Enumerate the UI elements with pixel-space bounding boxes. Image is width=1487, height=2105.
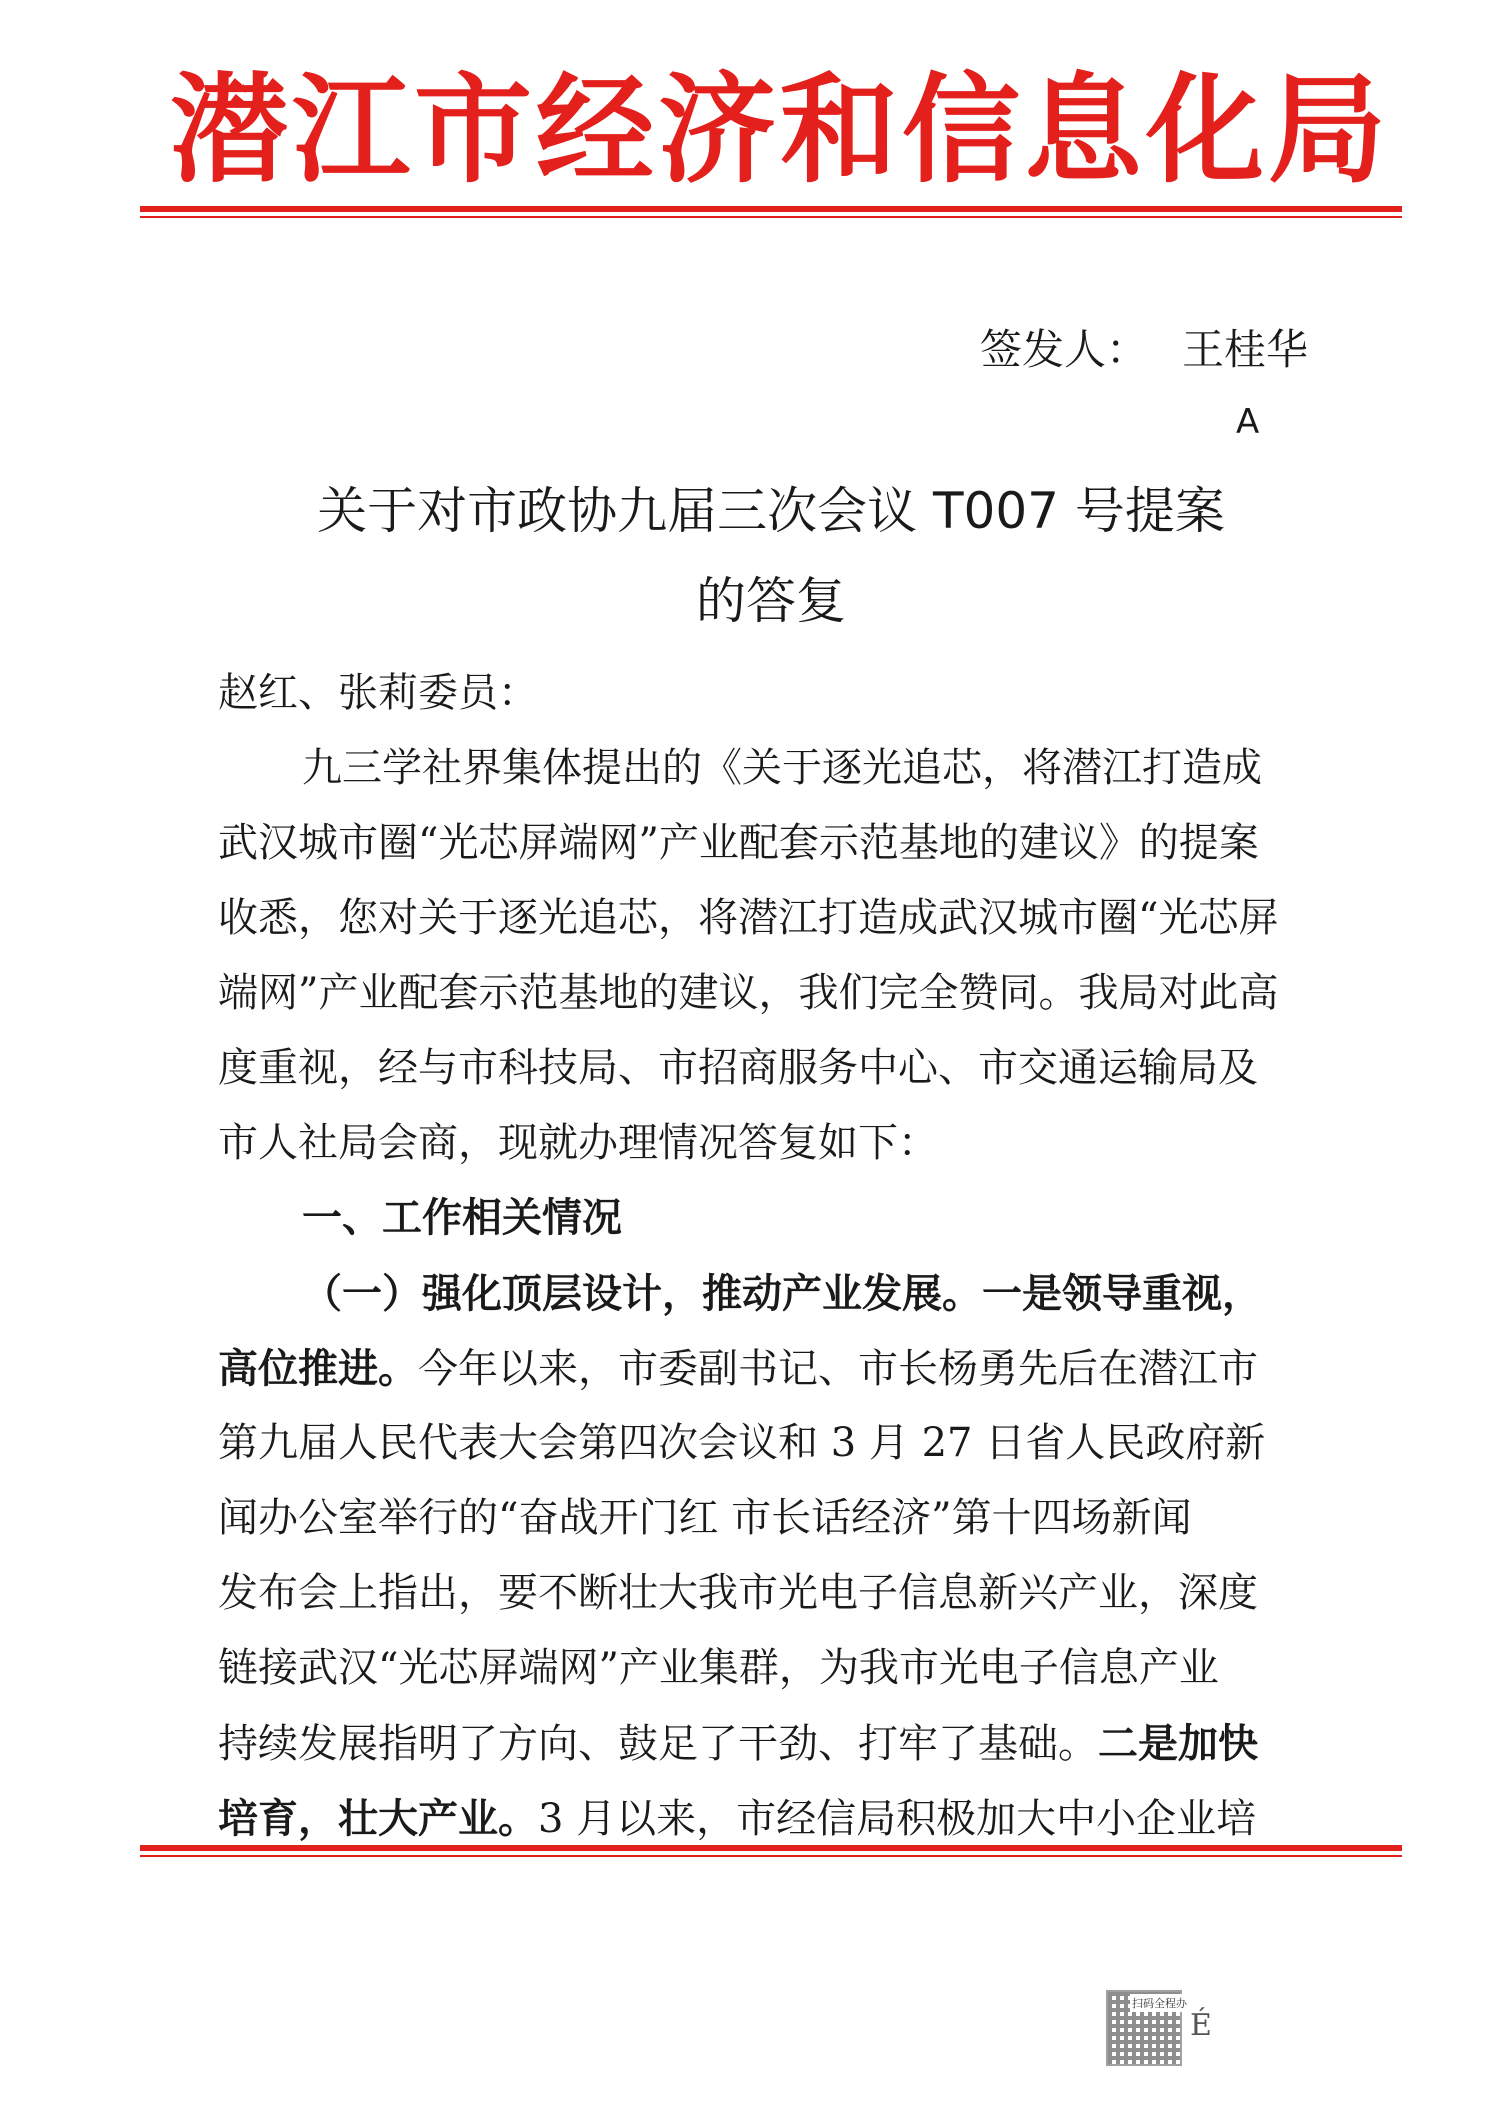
body-line bbox=[218, 1331, 1318, 1406]
salutation: 赵红、张莉委员： bbox=[218, 670, 538, 716]
body-line: 闻办公室举行的“奋战开门红 市长话经济”第十四场新闻 bbox=[218, 1495, 1192, 1541]
point-2-text: 3 月以来，市经信局积极加大中小企业培 bbox=[538, 1796, 1257, 1842]
masthead-title: 潜江市经济和信息化局 bbox=[170, 61, 1391, 199]
body-line: 第九届人民代表大会第四次会议和 3 月 27 日省人民政府新 bbox=[218, 1420, 1266, 1466]
body-line: 链接武汉“光芯屏端网”产业集群，为我市光电子信息产业 bbox=[218, 1645, 1219, 1691]
stray-mark: É bbox=[1190, 2008, 1212, 2043]
body-line bbox=[218, 1706, 1318, 1781]
document-body bbox=[218, 656, 1318, 1856]
point-2-lead-cont: 培育，壮大产业。 bbox=[218, 1795, 538, 1842]
body-line: 度重视，经与市科技局、市招商服务中心、市交通运输局及 bbox=[218, 1045, 1258, 1091]
masthead-divider bbox=[140, 206, 1402, 218]
document-title-line-1: 关于对市政协九届三次会议 T007 号提案 bbox=[317, 482, 1225, 540]
point-2-lead: 二是加快 bbox=[1098, 1720, 1258, 1767]
signer-label: 签发人： bbox=[980, 325, 1149, 374]
footer-divider bbox=[140, 1845, 1402, 1857]
sub-heading-line bbox=[218, 1256, 1318, 1331]
qr-code-label: 扫码全程办 bbox=[1130, 1994, 1189, 2012]
signer-name: 王桂华 bbox=[1182, 325, 1309, 374]
sub-heading: （一）强化顶层设计，推动产业发展。 bbox=[302, 1270, 982, 1317]
signer-line bbox=[980, 322, 1308, 378]
body-line: 九三学社界集体提出的《关于逐光追芯，将潜江打造成 bbox=[302, 745, 1262, 791]
point-1-lead-cont: 高位推进。 bbox=[218, 1345, 418, 1392]
point-1-lead: 一是领导重视， bbox=[982, 1270, 1262, 1317]
copy-mark: A bbox=[1236, 402, 1260, 442]
body-line: 发布会上指出，要不断壮大我市光电子信息新兴产业，深度 bbox=[218, 1570, 1258, 1616]
body-line: 收悉，您对关于逐光追芯，将潜江打造成武汉城市圈“光芯屏 bbox=[218, 895, 1279, 941]
section-heading: 一、工作相关情况 bbox=[302, 1195, 622, 1241]
body-line: 市人社局会商，现就办理情况答复如下： bbox=[218, 1120, 938, 1166]
point-1-text: 今年以来，市委副书记、市长杨勇先后在潜江市 bbox=[418, 1346, 1258, 1392]
body-line: 武汉城市圈“光芯屏端网”产业配套示范基地的建议》的提案 bbox=[218, 820, 1259, 866]
body-line: 端网”产业配套示范基地的建议，我们完全赞同。我局对此高 bbox=[218, 970, 1279, 1016]
point-1-last: 持续发展指明了方向、鼓足了干劲、打牢了基础。 bbox=[218, 1721, 1098, 1767]
document-title-line-2: 的答复 bbox=[696, 572, 846, 630]
